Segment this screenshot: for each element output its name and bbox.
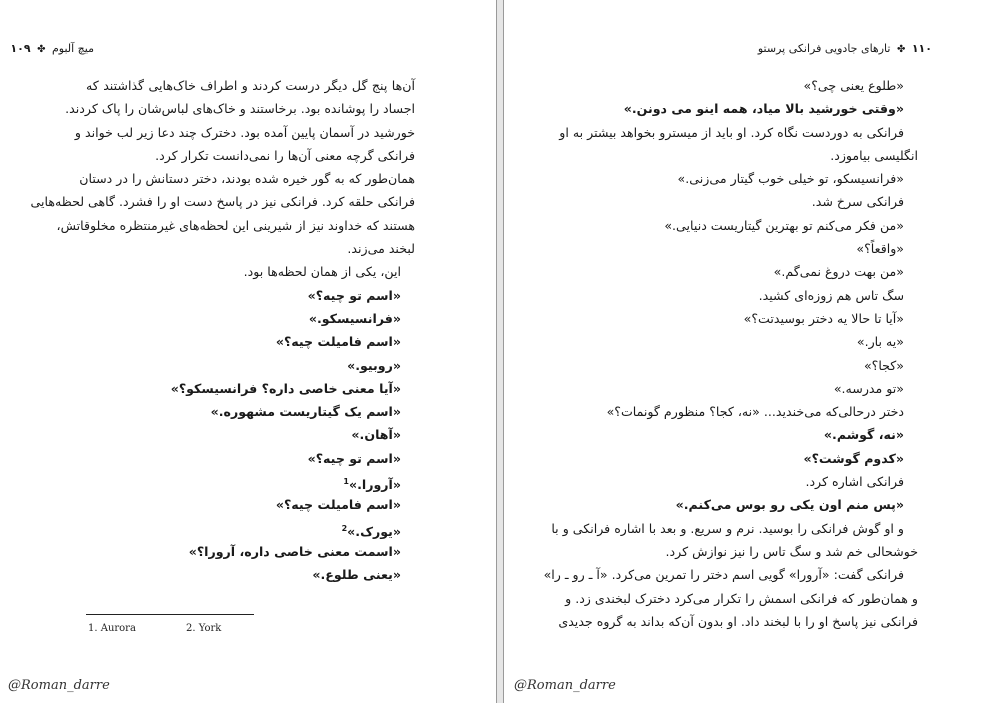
dialogue-line: «اسم فامیلت چیه؟»	[275, 497, 401, 513]
dialogue-line: «نه، گوشم.»	[823, 427, 904, 443]
right-page	[503, 0, 1000, 703]
watermark: @Roman_darre	[514, 678, 616, 693]
text-line: دختر درحالی‌که می‌خندید... «نه، کجا؟ منظورم گونمات؟»	[606, 404, 904, 420]
header-title: میچ آلبوم	[51, 42, 94, 55]
text-line: اجساد را پوشانده بود. برخاستند و خاک‌های لباس‌شان را پاک کردند.	[65, 101, 415, 117]
dialogue-line: «وقتی خورشید بالا میاد، همه اینو می دونن.»	[623, 101, 904, 117]
dialogue-line: «آیا معنی خاصی داره؟ فرانسیسکو؟»	[170, 380, 401, 396]
footnote-1: 1. Aurora	[88, 623, 136, 634]
dialogue-line: «اسم تو چیه؟»	[307, 450, 401, 466]
watermark: @Roman_darre	[8, 678, 110, 693]
text-line: فرانکی گفت: «آرورا» گویی اسم دختر را تمرین می‌کرد. «آ ـ رو ـ را»	[543, 567, 904, 583]
text-line: لبخند می‌زند.	[347, 241, 415, 257]
page-number: ۱۰۹	[10, 42, 31, 55]
dialogue-line: «یه بار.»	[856, 334, 904, 350]
page-body	[30, 74, 415, 587]
text-line: فرانکی نیز پاسخ او را با لبخند داد. او بدون آن‌که بداند به گروه جدیدی	[558, 613, 918, 629]
text-line: فرانکی گرچه معنی آن‌ها را نمی‌دانست تکرار کرد.	[155, 147, 415, 163]
page-number: ۱۱۰	[911, 42, 932, 55]
dialogue-line: «تو مدرسه.»	[833, 380, 904, 396]
dialogue-text: «آرورا.»	[348, 477, 401, 493]
text-line: خوشحالی خم شد و سگ تاس را نیز نوازش کرد.	[665, 543, 918, 559]
dialogue-line: «طلوع یعنی چی؟»	[803, 78, 904, 93]
text-line: هستند که خداوند نیز از شیرینی این لحظه‌های غیرمنتظره مخلوقاتش،	[56, 217, 415, 233]
page-body	[543, 74, 918, 633]
text-line: این، یکی از همان لحظه‌ها بود.	[243, 264, 401, 280]
text-line: سگ تاس هم زوزه‌ای کشید.	[758, 287, 904, 303]
text-line: انگلیسی بیاموزد.	[830, 147, 918, 163]
text-line: آن‌ها پنج گل دیگر درست کردند و اطراف خاک‌هایی گذاشتند که	[86, 78, 415, 93]
dialogue-line: «اسم تو چیه؟»	[307, 287, 401, 303]
dialogue-line: «پس منم اون یکی رو بوس می‌کنم.»	[675, 497, 904, 513]
dialogue-line: «کدوم گوشت؟»	[803, 450, 904, 466]
text-line: خورشید در آسمان پایین آمده بود. دخترک چند دعا زیر لب خواند و	[74, 124, 415, 140]
dialogue-line: «فرانسیسکو.»	[308, 310, 401, 326]
text-line: فرانکی اشاره کرد.	[805, 474, 904, 490]
dialogue-line: «کجا؟»	[863, 357, 904, 373]
text-line: همان‌طور که به گور خیره شده بودند، دختر دستانش را در دستان	[79, 171, 415, 187]
text-line: فرانکی حلقه کرد. فرانکی نیز در پاسخ دست او را فشرد. گاهی لحظه‌هایی	[30, 194, 415, 210]
running-header	[10, 42, 94, 55]
left-page	[0, 0, 497, 703]
dialogue-line: «اسمت معنی خاصی داره، آرورا؟»	[188, 543, 401, 559]
dialogue-line: «آیا تا حالا یه دختر بوسیدتت؟»	[743, 310, 904, 326]
star-ornament-icon: ✤	[896, 44, 906, 55]
text-line: فرانکی سرخ شد.	[811, 194, 904, 210]
text-line: و او گوش فرانکی را بوسید. نرم و سریع. و بعد با اشاره فرانکی و با	[551, 520, 904, 536]
dialogue-line: «من بهت دروغ نمی‌گم.»	[773, 264, 904, 280]
dialogue-line: «یعنی طلوع.»	[312, 567, 401, 583]
dialogue-line: «اسم یک گیتاریست مشهوره.»	[210, 404, 401, 420]
star-ornament-icon: ✤	[37, 44, 46, 55]
dialogue-line: «واقعاً؟»	[856, 241, 904, 257]
dialogue-line	[86, 470, 415, 493]
text-line: و همان‌طور که فرانکی اسمش را تکرار می‌کرد دخترک لبخندی زد. و	[565, 590, 918, 606]
dialogue-line: «اسم فامیلت چیه؟»	[275, 334, 401, 350]
text-line: فرانکی به دوردست نگاه کرد. او باید از میسترو بخواهد بیشتر به او	[559, 124, 904, 140]
footnote-rule	[86, 614, 254, 615]
dialogue-line: «فرانسیسکو، تو خیلی خوب گیتار می‌زنی.»	[677, 171, 904, 187]
dialogue-line	[86, 517, 415, 540]
dialogue-line: «روبیو.»	[347, 357, 401, 373]
running-header	[758, 42, 932, 55]
footnote-2: 2. York	[186, 623, 222, 634]
footnote-mark: 1	[343, 477, 349, 487]
footnote-mark: 2	[341, 523, 348, 533]
dialogue-line: «آهان.»	[351, 427, 401, 443]
dialogue-text: «یورک.»	[347, 523, 401, 539]
header-title: تارهای جادویی فرانکی پرستو	[757, 42, 891, 55]
dialogue-line: «من فکر می‌کنم تو بهترین گیتاریست دنیایی.»	[664, 217, 904, 233]
